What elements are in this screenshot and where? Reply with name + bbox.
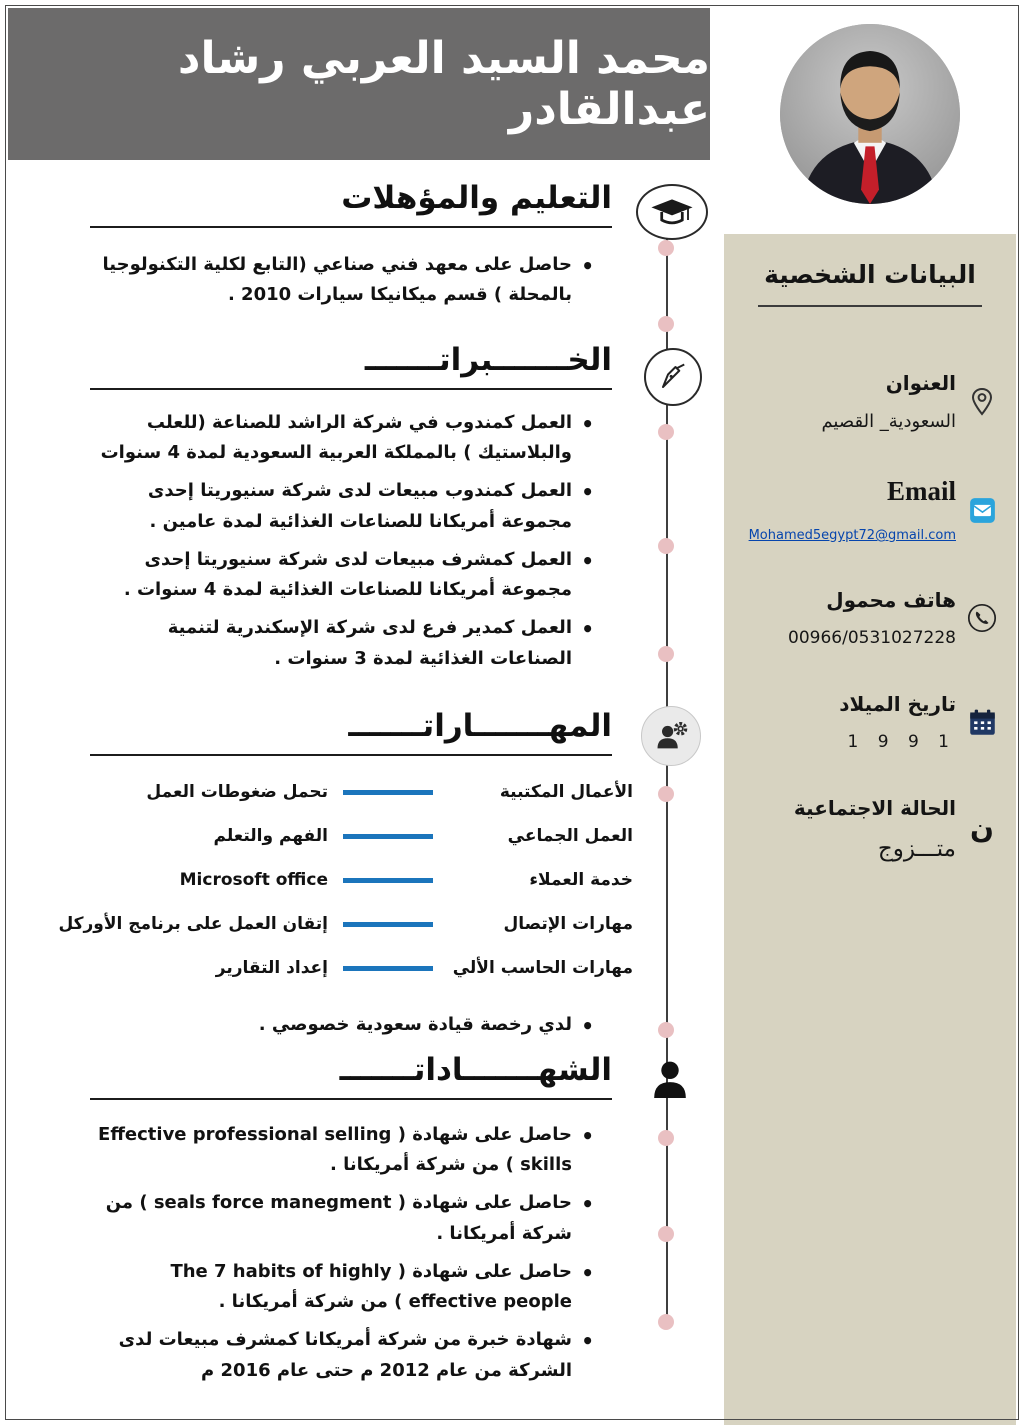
skills-section-title [90,708,612,756]
sidebar [724,8,1016,1417]
skill-label-left: تحمل ضغوطات العمل [146,782,328,802]
personal-data-title: البيانات الشخصية [764,260,976,289]
email-value [749,523,956,544]
email-icon [962,497,1002,524]
marital-label: الحالة الاجتماعية [793,796,956,820]
license-note-list [90,1010,596,1048]
birthdate-label: تاريخ الميلاد [839,692,956,716]
birthdate-value: 1 9 9 1 [847,732,956,752]
address-field [750,371,1002,432]
license-note: • لدي رخصة قيادة سعودية خصوصي . [90,1010,596,1040]
skill-label-left: إتقان العمل على برنامج الأوركل [58,914,328,934]
skill-label-right: مهارات الحاسب الألي [452,958,633,978]
skill-row [98,946,633,990]
personal-fields [724,371,1016,862]
email-link[interactable]: Mohamed5egypt72@gmail.com [748,528,956,543]
experience-item: • العمل كمشرف مبيعات لدى شركة سنيوريتا إحدى مجموعة أمريكانا للصناعات الغذائية لمدة 4 سنوات . [90,545,596,605]
certificate-item: • شهادة خبرة من شركة أمريكانا كمشرف مبيعات لدى الشركة من عام 2012 م حتى عام 2016 م [90,1325,596,1385]
experience-title-text: الخـــــــبراتـــــــ [364,342,612,378]
location-icon [962,387,1002,417]
experience-item: • العمل كمندوب في شركة الراشد للصناعة (للعلب والبلاستيك ) بالمملكة العربية السعودية لمدة 4 سنوات [90,408,596,468]
skills-grid [58,770,633,990]
marital-field [750,796,1002,862]
sidebar-body [724,234,1016,1425]
skill-bar [328,834,448,839]
skill-row [98,770,633,814]
candidate-name: محمد السيد العربي رشاد عبدالقادر [177,33,710,135]
experience-list [90,408,596,682]
calendar-icon [962,708,1002,737]
birthdate-field [750,692,1002,752]
marital-status-icon: ن [970,812,994,845]
certificate-item: • حاصل على شهادة ( The 7 habits of highly effective people ) من شركة أمريكانا . [90,1257,596,1317]
skill-label-left: Microsoft office [179,870,328,890]
experience-item: • العمل كمدير فرع لدى شركة الإسكندرية لتنمية الصناعات الغذائية لمدة 3 سنوات . [90,613,596,673]
skill-bar [328,922,448,927]
phone-label: هاتف محمول [826,588,956,612]
phone-icon [962,603,1002,633]
certificates-title-text: الشهـــــــاداتـــــــ [339,1052,612,1088]
skills-title-text: المهـــــــاراتـــــــ [348,708,612,744]
education-section-title [90,180,612,228]
skill-bar [328,878,448,883]
skill-label-right: مهارات الإتصال [503,914,633,934]
photo-area [724,8,1016,234]
certificates-list [90,1120,596,1394]
skill-bar [328,966,448,971]
experience-section-title [90,342,612,390]
education-list [90,250,596,318]
profile-photo [780,24,960,204]
skill-row [98,814,633,858]
address-value: السعودية_ القصيم [821,411,956,432]
profile-photo-illustration [780,24,960,204]
email-field [750,476,1002,544]
skill-row [58,902,633,946]
skill-label-right: الأعمال المكتبية [499,782,633,802]
skill-label-right: خدمة العملاء [529,870,633,890]
education-title-text: التعليم والمؤهلات [341,180,612,216]
certificate-item: • حاصل على شهادة ( seals force manegment ) من شركة أمريكانا . [90,1188,596,1248]
skill-label-right: العمل الجماعي [507,826,633,846]
personal-data-divider [758,305,982,307]
experience-item: • العمل كمندوب مبيعات لدى شركة سنيوريتا إحدى مجموعة أمريكانا للصناعات الغذائية لمدة عامين . [90,476,596,536]
email-label: Email [886,476,956,506]
skill-label-left: إعداد التقارير [215,958,328,978]
education-item: • حاصل على معهد فني صناعي (التابع لكلية التكنولوجيا بالمحلة ) قسم ميكانيكا سيارات 2010 . [90,250,596,310]
phone-value: 00966/0531027228 [788,628,956,648]
skill-row [98,858,633,902]
certificate-item: • حاصل على شهادة ( Effective professional selling skills ) من شركة أمريكانا . [90,1120,596,1180]
skill-bar [328,790,448,795]
marital-value: متـــزوج [877,836,956,862]
certificates-section-title [90,1052,612,1100]
address-label: العنوان [885,371,956,395]
skill-label-left: الفهم والتعلم [213,826,328,846]
phone-field [750,588,1002,648]
main-content [8,0,710,1425]
